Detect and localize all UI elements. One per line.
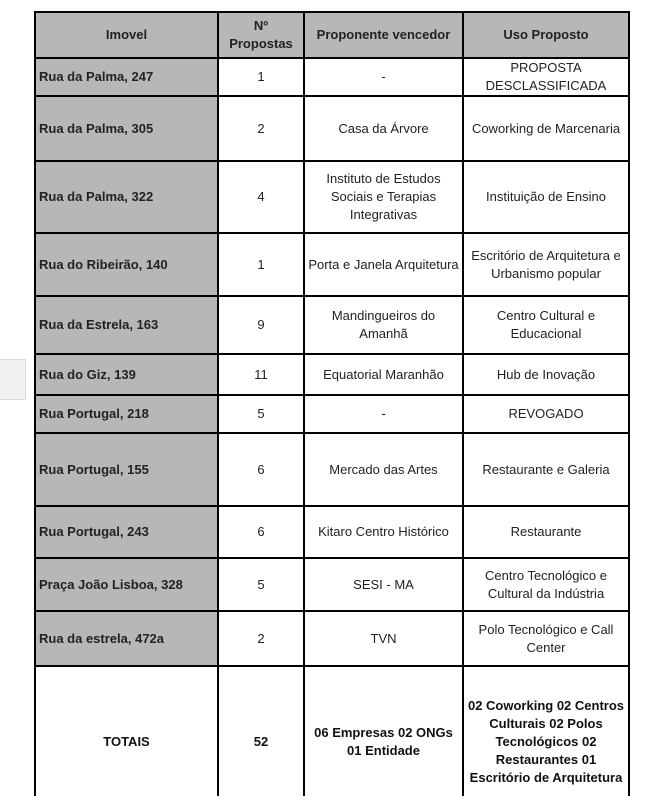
- cell-imovel[interactable]: Rua da Palma, 305: [35, 96, 218, 161]
- cell-proponente[interactable]: TVN: [304, 611, 463, 666]
- table-row: [35, 354, 629, 395]
- cell-imovel[interactable]: Rua Portugal, 243: [35, 506, 218, 558]
- totals-uso[interactable]: 02 Coworking 02 Centros Culturais 02 Polos Tecnológicos 02 Restaurantes 01 Escritório de Arquitetura: [463, 666, 629, 796]
- cell-proponente[interactable]: Equatorial Maranhão: [304, 354, 463, 395]
- cell-propostas[interactable]: 2: [218, 611, 304, 666]
- cell-uso[interactable]: Polo Tecnológico e Call Center: [463, 611, 629, 666]
- cell-propostas[interactable]: 5: [218, 558, 304, 611]
- cell-proponente[interactable]: Mercado das Artes: [304, 433, 463, 506]
- cell-proponente[interactable]: Kitaro Centro Histórico: [304, 506, 463, 558]
- table-row: [35, 433, 629, 506]
- cell-imovel[interactable]: Rua do Giz, 139: [35, 354, 218, 395]
- cell-uso[interactable]: Hub de Inovação: [463, 354, 629, 395]
- table-row: [35, 611, 629, 666]
- cell-imovel[interactable]: Rua da estrela, 472a: [35, 611, 218, 666]
- header-num-propostas: Nº Propostas: [218, 12, 304, 58]
- cell-propostas[interactable]: 2: [218, 96, 304, 161]
- cell-propostas[interactable]: 6: [218, 433, 304, 506]
- totals-propostas[interactable]: 52: [218, 666, 304, 796]
- spreadsheet-table-container: [34, 11, 630, 796]
- cell-imovel[interactable]: Praça João Lisboa, 328: [35, 558, 218, 611]
- totals-row: [35, 666, 629, 796]
- cell-imovel[interactable]: Rua da Palma, 322: [35, 161, 218, 233]
- cell-uso[interactable]: PROPOSTA DESCLASSIFICADA: [463, 58, 629, 96]
- table-row: [35, 58, 629, 96]
- totals-proponente[interactable]: 06 Empresas 02 ONGs 01 Entidade: [304, 666, 463, 796]
- header-uso: Uso Proposto: [463, 12, 629, 58]
- table-row: [35, 161, 629, 233]
- table-row: [35, 96, 629, 161]
- cell-uso[interactable]: Restaurante: [463, 506, 629, 558]
- cell-propostas[interactable]: 1: [218, 58, 304, 96]
- table-row: [35, 233, 629, 296]
- cell-proponente[interactable]: -: [304, 395, 463, 433]
- cell-uso[interactable]: Instituição de Ensino: [463, 161, 629, 233]
- cell-imovel[interactable]: Rua Portugal, 155: [35, 433, 218, 506]
- cell-proponente[interactable]: SESI - MA: [304, 558, 463, 611]
- cell-propostas[interactable]: 4: [218, 161, 304, 233]
- cell-propostas[interactable]: 9: [218, 296, 304, 354]
- table-row: [35, 296, 629, 354]
- cell-uso[interactable]: Coworking de Marcenaria: [463, 96, 629, 161]
- cell-imovel[interactable]: Rua da Palma, 247: [35, 58, 218, 96]
- table-row: [35, 558, 629, 611]
- table-row: [35, 506, 629, 558]
- cell-propostas[interactable]: 6: [218, 506, 304, 558]
- header-row: [35, 12, 629, 58]
- cell-proponente[interactable]: Mandingueiros do Amanhã: [304, 296, 463, 354]
- header-imovel: Imovel: [35, 12, 218, 58]
- cell-proponente[interactable]: Instituto de Estudos Sociais e Terapias Integrativas: [304, 161, 463, 233]
- cell-uso[interactable]: Escritório de Arquitetura e Urbanismo popular: [463, 233, 629, 296]
- cell-imovel[interactable]: Rua Portugal, 218: [35, 395, 218, 433]
- cell-imovel[interactable]: Rua da Estrela, 163: [35, 296, 218, 354]
- proposals-table: [34, 11, 630, 796]
- cell-imovel[interactable]: Rua do Ribeirão, 140: [35, 233, 218, 296]
- cell-propostas[interactable]: 11: [218, 354, 304, 395]
- cell-propostas[interactable]: 5: [218, 395, 304, 433]
- cell-uso[interactable]: Restaurante e Galeria: [463, 433, 629, 506]
- table-row: [35, 395, 629, 433]
- cell-proponente[interactable]: -: [304, 58, 463, 96]
- cell-uso[interactable]: Centro Tecnológico e Cultural da Indústria: [463, 558, 629, 611]
- cell-propostas[interactable]: 1: [218, 233, 304, 296]
- totals-label[interactable]: TOTAIS: [35, 666, 218, 796]
- side-panel-tab[interactable]: [0, 359, 26, 400]
- cell-uso[interactable]: REVOGADO: [463, 395, 629, 433]
- cell-proponente[interactable]: Casa da Árvore: [304, 96, 463, 161]
- header-proponente: Proponente vencedor: [304, 12, 463, 58]
- cell-uso[interactable]: Centro Cultural e Educacional: [463, 296, 629, 354]
- cell-proponente[interactable]: Porta e Janela Arquitetura: [304, 233, 463, 296]
